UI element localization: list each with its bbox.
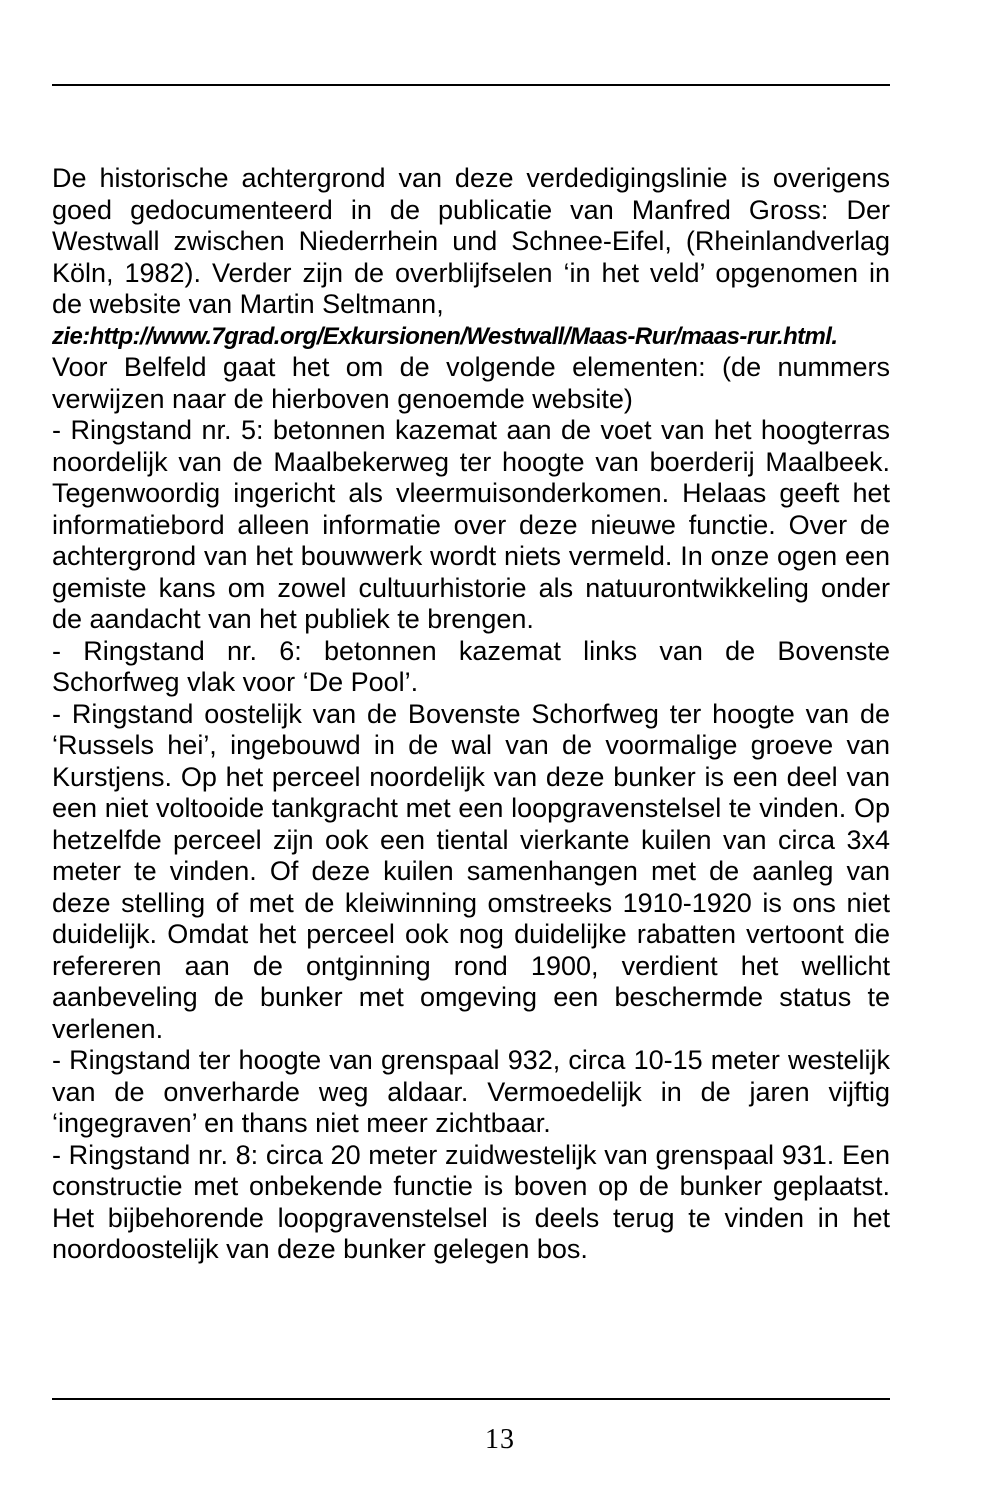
list-item-ringstand-8: - Ringstand nr. 8: circa 20 meter zuidwestelijk van grenspaal 931. Een constructie met onbekende functie is boven op de bunker geplaatst. Het bijbehorende loopgravenstelsel is deels terug te vinden in het noordoostelijk van deze bunker gelegen bos.	[52, 1139, 890, 1264]
list-item-ringstand-grenspaal-932: - Ringstand ter hoogte van grenspaal 932, circa 10-15 meter westelijk van de onverharde weg aldaar. Vermoedelijk in de jaren vijftig ‘ingegraven’ en thans niet meer zichtbaar.	[52, 1045, 890, 1138]
website-url: zie:http://www.7grad.org/Exkursionen/Westwall/Maas-Rur/maas-rur.html.	[52, 322, 838, 350]
page-number: 13	[485, 1424, 515, 1455]
intro-paragraph: De historische achtergrond van deze verdedigingslinie is overigens goed gedocumenteerd in de publicatie van Manfred Gross: Der Westwall zwischen Niederrhein und Schnee-Eifel, (Rheinlandverlag Köln, 1982). Verder zijn de overblijfselen ‘in het veld’ opgenomen in de website van Martin Seltmann,	[52, 163, 890, 319]
list-item-ringstand-6: - Ringstand nr. 6: betonnen kazemat links van de Bovenste Schorfweg vlak voor ‘De Pool’.	[52, 635, 890, 697]
bottom-rule	[52, 1398, 890, 1400]
belfeld-intro-paragraph: Voor Belfeld gaat het om de volgende elementen: (de nummers verwijzen naar de hierboven genoemde website)	[52, 352, 890, 414]
list-item-ringstand-russels-hei: - Ringstand oostelijk van de Bovenste Schorfweg ter hoogte van de ‘Russels hei’, ingebouwd in de wal van de voormalige groeve van Kurstjens. Op het perceel noordelijk van deze bunker is een deel van een niet voltooide tankgracht met een loopgravenstelsel te vinden. Op hetzelfde perceel zijn ook een tiental vierkante kuilen van circa 3x4 meter te vinden. Of deze kuilen samenhangen met de aanleg van deze stelling of met de kleiwinning omstreeks 1910-1920 is ons niet duidelijk. Omdat het perceel ook nog duidelijke rabatten vertoont die refereren aan de ontginning rond 1900, verdient het wellicht aanbeveling de bunker met omgeving een beschermde status te verlenen.	[52, 698, 890, 1044]
top-rule	[52, 84, 890, 86]
list-item-ringstand-5: - Ringstand nr. 5: betonnen kazemat aan de voet van het hoogterras noordelijk van de Maalbekerweg ter hoogte van boerderij Maalbeek. Tegenwoordig ingericht als vleermuisonderkomen. Helaas geeft het informatiebord alleen informatie over deze nieuwe functie. Over de achtergrond van het bouwwerk wordt niets vermeld. In onze ogen een gemiste kans om zowel cultuurhistorie als natuurontwikkeling onder de aandacht van het publiek te brengen.	[52, 415, 890, 634]
body-text	[52, 163, 890, 1266]
